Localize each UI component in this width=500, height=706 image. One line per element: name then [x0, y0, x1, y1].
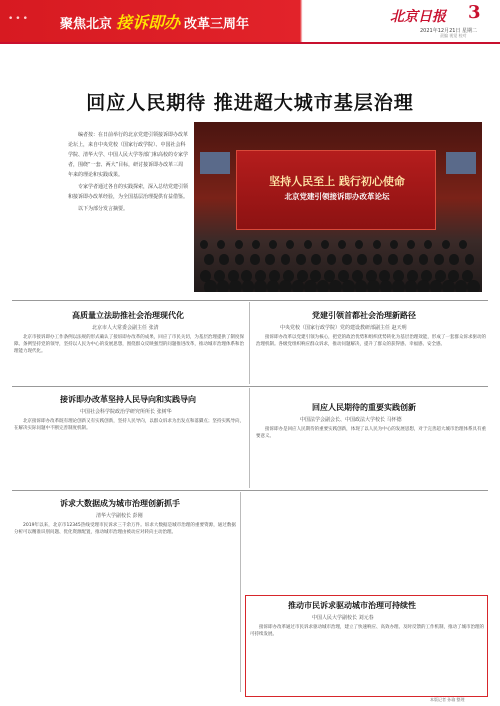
section-paragraph: 接诉即办是回应人民期待的重要实践创新，体现了以人民为中心的发展思想，对于完善超大城市治理体系具有重要意义。	[256, 427, 486, 439]
section-author: 北京市人大常委会副主任 张清	[92, 325, 159, 331]
section-paragraph: 北京市接诉即办工作条例以法规的形式确认了接诉即办改革的成果，回应了市民关切，为基层治理提供了制度保障。条例坚持党的领导，坚持以人民为中心的发展思想，围绕群众反映强烈的问题推进改革，推动城市治理体系和治理能力现代化。	[14, 335, 244, 354]
page-number: 3	[468, 2, 481, 23]
audience-member	[311, 254, 321, 265]
audience-member	[252, 240, 260, 249]
audience-member	[455, 280, 468, 292]
audience-member	[380, 280, 393, 292]
audience-member	[219, 254, 229, 265]
forum-photo	[194, 122, 482, 292]
audience-member	[250, 254, 260, 265]
audience-member	[304, 240, 312, 249]
section-body	[14, 334, 244, 356]
section-body	[256, 426, 486, 441]
section-author: 中国社会科学院政治学研究所所长 张树华	[80, 409, 172, 415]
section-title: 接诉即办改革坚持人民导向和实践导向	[60, 394, 196, 404]
audience-member	[357, 254, 367, 265]
banner-suffix: 改革三周年	[184, 17, 250, 32]
section-author: 中央党校（国家行政学院）党的建设教研部副主任 赵天明	[280, 325, 407, 331]
section-paragraph: 接诉即办改革通过市民诉求驱动城市治理，建立了快速响应、高效办理、及时反馈的工作机制，推动了城市治理的可持续发展。	[250, 625, 484, 637]
stage-slogan: 坚持人民至上 践行初心使命	[269, 175, 405, 188]
audience-member	[204, 280, 217, 292]
section-body	[256, 334, 486, 349]
audience-member	[242, 280, 255, 292]
column-divider	[249, 302, 250, 384]
audience-member	[204, 254, 214, 265]
audience-member	[407, 240, 415, 249]
audience-member	[419, 254, 429, 265]
page-headline: 回应人民期待 推进超大城市基层治理	[86, 92, 414, 114]
audience-member	[405, 280, 418, 292]
audience-member	[286, 240, 294, 249]
audience-member	[417, 280, 430, 292]
audience-member	[459, 240, 467, 249]
section-body	[14, 522, 236, 537]
audience-member	[317, 280, 330, 292]
stage-backdrop	[236, 150, 436, 230]
audience-member	[390, 240, 398, 249]
intro-paragraph: 专家学者通过各自的实践探索，深入总结党建引领和接诉即办改革经验，为全国基层治理提供有益借鉴。	[68, 184, 189, 200]
section-divider	[12, 386, 488, 387]
editor-note	[68, 130, 188, 216]
audience-member	[373, 240, 381, 249]
audience-member	[267, 280, 280, 292]
audience-member	[292, 280, 305, 292]
banner-decoration: •••	[8, 14, 30, 24]
column-divider	[249, 388, 250, 488]
section-body	[14, 418, 244, 433]
audience-member	[229, 280, 242, 292]
audience-member	[338, 240, 346, 249]
stage-forum-name: 北京党建引领接诉即办改革论坛	[284, 192, 390, 201]
section-paragraph: 2019年以来，北京市12345热线受理市民诉求三千余万件。诉求大数据是城市治理的重要资源，通过数据分析可以精准识别问题、优化资源配置，推动城市治理由被动应对转向主动治理。	[14, 523, 236, 535]
audience-member	[279, 280, 292, 292]
byline: 本版记者 孙瑜 整理	[430, 697, 465, 702]
editor-line: 责编 视觉 校对	[440, 33, 467, 38]
section-divider	[12, 490, 488, 491]
audience-member	[442, 280, 455, 292]
audience-member	[217, 240, 225, 249]
audience-member	[342, 254, 352, 265]
banner-title	[60, 10, 249, 33]
banner-prefix: 聚焦北京	[60, 17, 113, 32]
audience-member	[200, 240, 208, 249]
audience-member	[269, 240, 277, 249]
header-rule	[0, 42, 500, 44]
section-paragraph: 接诉即办改革以党建引领为核心，把党的政治优势和组织优势转化为基层治理效能，形成了一套群众诉求驱动的治理机制。各级党组织响应群众诉求，推动问题解决，提升了群众的获得感、幸福感、安全感。	[256, 335, 486, 347]
column-divider	[240, 492, 241, 692]
section-body	[250, 624, 484, 639]
section-title: 回应人民期待的重要实践创新	[312, 402, 416, 412]
audience-member	[388, 254, 398, 265]
audience-member	[254, 280, 267, 292]
audience-member	[304, 280, 317, 292]
intro-paragraph: 以下为部分发言摘要。	[78, 206, 129, 212]
audience-member	[442, 240, 450, 249]
audience-member	[265, 254, 275, 265]
audience-member	[281, 254, 291, 265]
section-title: 党建引领首都社会治理新路径	[312, 310, 416, 320]
audience-member	[392, 280, 405, 292]
section-title: 推动市民诉求驱动城市治理可持续性	[288, 600, 416, 610]
section-title: 高质量立法助推社会治理现代化	[72, 310, 184, 320]
section-author: 中国法学会副会长、中国政法大学校长 马怀德	[300, 417, 402, 423]
section-divider	[12, 300, 488, 301]
audience-member	[467, 280, 480, 292]
section-author: 中国人民大学副校长 刘元春	[312, 615, 374, 621]
banner-slogan: 接诉即办	[116, 13, 181, 32]
audience-member	[355, 280, 368, 292]
intro-paragraph: 编者按：在日前举行的北京党建引领接诉即办改革论坛上，来自中央党校（国家行政学院）、中国社会科学院、清华大学、中国人民大学等部门和高校的专家学者，围绕“一套、两大”目标，研讨接诉即办改革三周年来的理论和实践成果。	[68, 132, 189, 178]
newspaper-masthead: 北京日报	[390, 9, 446, 25]
audience-member	[449, 254, 459, 265]
audience-member	[434, 254, 444, 265]
audience-member	[235, 240, 243, 249]
issue-date: 2021年12月21日 星期二	[420, 28, 478, 34]
audience-member	[367, 280, 380, 292]
section-author: 清华大学副校长 彭刚	[96, 513, 143, 519]
audience-member	[329, 280, 342, 292]
audience-member	[327, 254, 337, 265]
audience-member	[373, 254, 383, 265]
audience-member	[235, 254, 245, 265]
audience-member	[321, 240, 329, 249]
side-screen	[446, 152, 476, 174]
side-screen	[200, 152, 230, 174]
audience-member	[465, 254, 475, 265]
section-paragraph: 北京接诉即办改革既有理论创新又有实践创新，坚持人民导向，以群众诉求为出发点和落脚点；坚持实践导向，在解决实际问题中不断完善制度机制。	[14, 419, 244, 431]
audience-member	[342, 280, 355, 292]
audience-member	[296, 254, 306, 265]
audience-member	[217, 280, 230, 292]
audience-member	[430, 280, 443, 292]
audience-member	[424, 240, 432, 249]
audience-member	[355, 240, 363, 249]
audience-member	[403, 254, 413, 265]
section-title: 诉求大数据成为城市治理创新抓手	[60, 498, 180, 508]
